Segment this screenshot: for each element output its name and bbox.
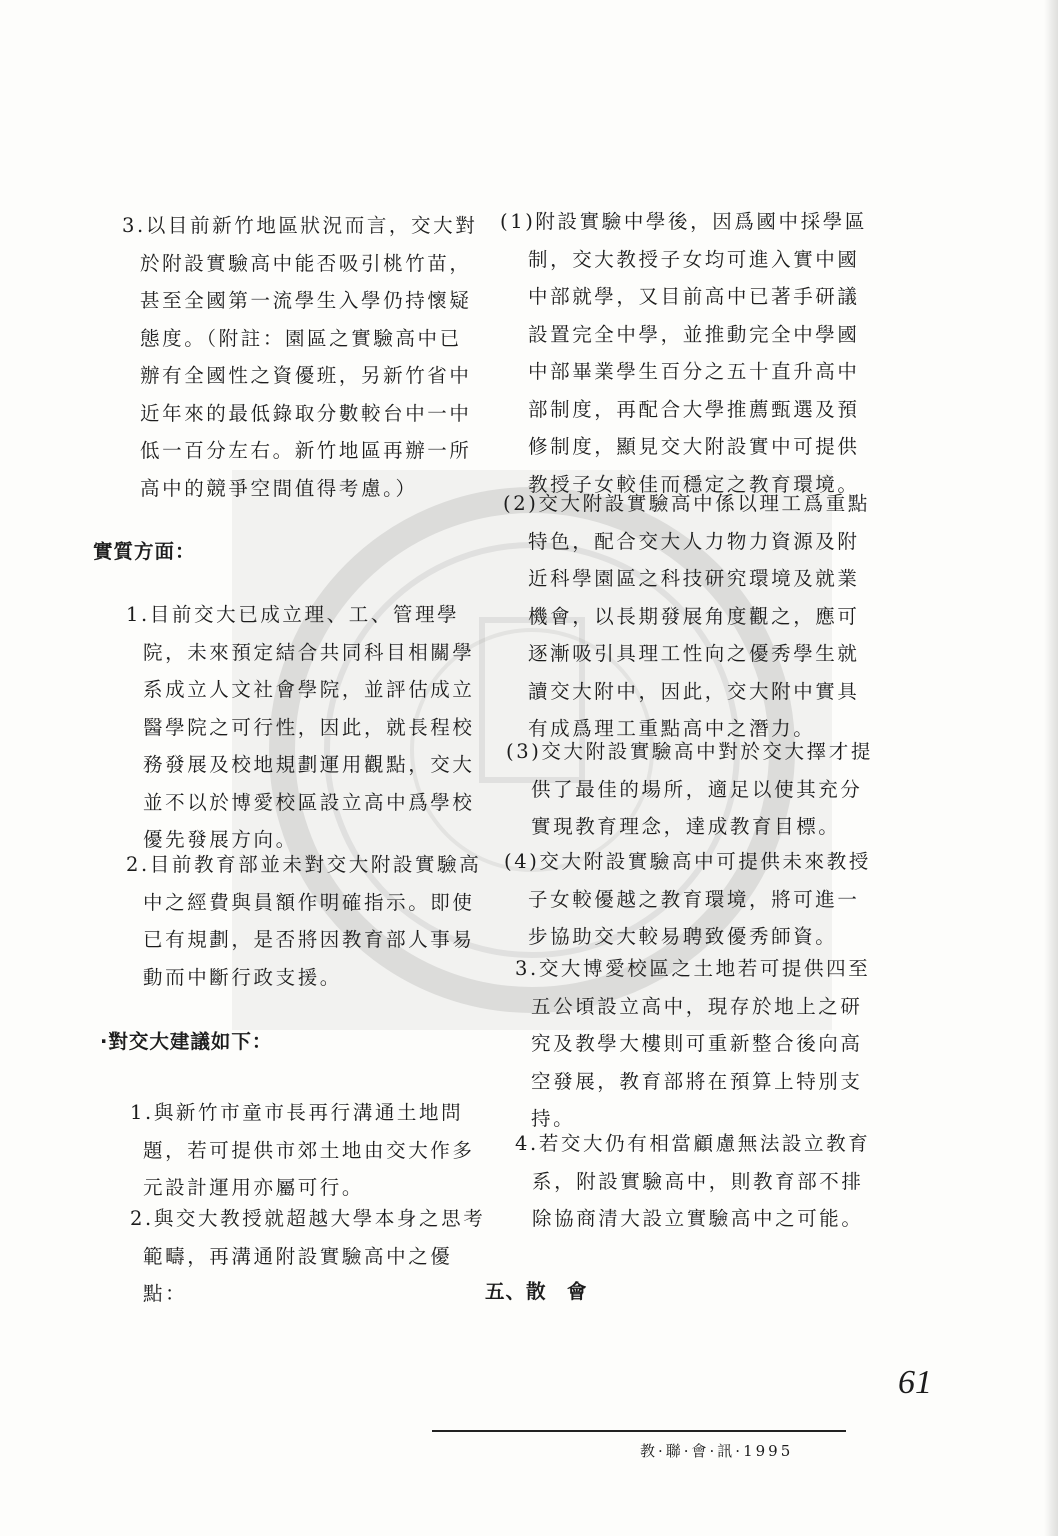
suggest-item-2-line: 範疇，再溝通附設實驗高中之優: [143, 1244, 453, 1268]
left-item-3-marker: 3.: [122, 214, 146, 237]
left-item-3-line: 低一百分左右。新竹地區再辦一所: [140, 439, 472, 462]
right-item-3-line: 空發展，教育部將在預算上特別支: [531, 1069, 863, 1093]
substance-item-2-text: 目前教育部並未對交大附設實驗高: [149, 853, 482, 876]
left-item-3-line: 高中的競爭空間值得考慮。）: [140, 476, 418, 500]
right-item-3-text: 交大博愛校區之土地若可提供四至: [538, 957, 871, 980]
sub-item-1-line: 中部畢業學生百分之五十直升高中: [528, 360, 860, 383]
substance-item-1-line: 並不以於博愛校區設立高中爲學校: [143, 790, 475, 814]
sub-item-1-line: [500, 203, 867, 241]
substance-item-1-line: 務發展及校地規劃運用觀點，交大: [143, 753, 475, 776]
sub-item-3-marker: (3): [506, 740, 542, 763]
substance-item-2-line: [126, 846, 481, 884]
substance-item-2-line: 已有規劃，是否將因教育部人事易: [143, 928, 475, 951]
page-number: 61: [898, 1364, 932, 1401]
suggest-item-2-line: [130, 1200, 485, 1238]
left-item-3-line: 於附設實驗高中能否吸引桃竹苗，: [140, 251, 472, 275]
sub-item-1-line: 制，交大教授子女均可進入實中國: [528, 247, 860, 271]
sub-item-2-line: 逐漸吸引具理工性向之優秀學生就: [528, 642, 860, 665]
sub-item-4-line: [504, 843, 871, 881]
right-item-4-line: [515, 1125, 870, 1163]
substance-item-1-line: 院，未來預定結合共同科目相關學: [143, 640, 475, 664]
sub-item-1-line: 中部就學，又目前高中已著手研議: [528, 285, 860, 308]
substance-item-1-marker: 1.: [126, 603, 150, 626]
substance-heading: 實質方面：: [93, 540, 196, 563]
left-item-3-line: 辦有全國性之資優班，另新竹省中: [140, 364, 472, 387]
sub-item-1-line: 修制度，顯見交大附設實中可提供: [528, 435, 860, 458]
right-item-3-line: 五公頃設立高中，現存於地上之研: [531, 994, 863, 1018]
left-item-3-line: 近年來的最低錄取分數較台中一中: [140, 401, 472, 425]
sub-item-3-text: 交大附設實驗高中對於交大擇才提: [541, 740, 873, 763]
left-item-3-line: [122, 207, 477, 245]
substance-item-1-line: 優先發展方向。: [143, 828, 298, 851]
substance-item-1-line: [126, 596, 459, 634]
right-item-3-line: [515, 950, 870, 988]
sub-item-2-line: 有成爲理工重點高中之潛力。: [528, 717, 816, 740]
right-item-3-marker: 3.: [515, 957, 539, 980]
suggest-item-1-marker: 1.: [130, 1101, 154, 1124]
sub-item-2-marker: (2): [503, 492, 539, 515]
right-item-4-line: 系，附設實驗高中，則教育部不排: [532, 1169, 864, 1193]
sub-item-4-marker: (4): [504, 850, 540, 873]
sub-item-1-text: 附設實驗中學後，因爲國中採學區: [535, 210, 867, 233]
page-edge-shadow: [1044, 0, 1058, 1536]
substance-item-1-line: 醫學院之可行性，因此，就長程校: [143, 715, 475, 739]
sub-item-1-line: 教授子女較佳而穩定之教育環境。: [528, 472, 860, 496]
footer-rule: [432, 1430, 846, 1432]
sub-item-4-line: 步協助交大較易聘致優秀師資。: [528, 925, 838, 948]
substance-item-2-line: 中之經費與員額作明確指示。即使: [143, 890, 475, 914]
left-item-3-line: 甚至全國第一流學生入學仍持懷疑: [140, 289, 472, 312]
suggest-item-2-text: 與交大教授就超越大學本身之思考: [153, 1207, 486, 1230]
right-item-3-line: 究及教學大樓則可重新整合後向高: [531, 1032, 863, 1055]
sub-item-4-text: 交大附設實驗高中可提供未來教授: [539, 850, 871, 873]
sub-item-1-marker: (1): [500, 210, 536, 233]
sub-item-1-line: 設置完全中學，並推動完全中學國: [528, 322, 860, 346]
sub-item-1-line: 部制度，再配合大學推薦甄選及預: [528, 397, 860, 421]
suggest-item-1-text: 與新竹市童市長再行溝通土地問: [153, 1101, 464, 1124]
sub-item-2-line: 讀交大附中，因此，交大附中實具: [528, 679, 860, 703]
sub-item-3-line: [506, 733, 873, 771]
suggest-heading: ·對交大建議如下：: [100, 1030, 273, 1053]
left-item-3-line: 態度。（附註：園區之實驗高中已: [140, 326, 462, 350]
sub-item-2-line: 機會，以長期發展角度觀之，應可: [528, 604, 860, 628]
suggest-item-1-line: [130, 1094, 463, 1132]
substance-item-2-marker: 2.: [126, 853, 150, 876]
right-item-4-text: 若交大仍有相當顧慮無法設立教育: [538, 1132, 871, 1155]
substance-item-1-text: 目前交大已成立理、工、管理學: [149, 603, 460, 626]
sub-item-4-line: 子女較優越之教育環境，將可進一: [528, 887, 860, 911]
suggest-item-1-line: 題，若可提供市郊土地由交大作多: [143, 1138, 475, 1162]
suggest-item-2-line: 點：: [143, 1282, 188, 1305]
right-item-3-line: 持。: [531, 1107, 576, 1130]
closing-heading: 五、散 會: [485, 1280, 588, 1303]
suggest-item-1-line: 元設計運用亦屬可行。: [143, 1176, 365, 1199]
suggest-item-2-marker: 2.: [130, 1207, 154, 1230]
publication-title: 教·聯·會·訊·1995: [640, 1442, 794, 1460]
sub-item-2-line: 近科學園區之科技研究環境及就業: [528, 567, 860, 590]
substance-item-2-line: 動而中斷行政支援。: [143, 965, 342, 989]
left-item-3-text: 以目前新竹地區狀況而言，交大對: [145, 214, 478, 237]
sub-item-2-text: 交大附設實驗高中係以理工爲重點: [538, 492, 870, 515]
sub-item-2-line: 特色，配合交大人力物力資源及附: [528, 529, 860, 553]
substance-item-1-line: 系成立人文社會學院，並評估成立: [143, 678, 475, 701]
sub-item-3-line: 實現教育理念，達成教育目標。: [531, 815, 841, 838]
right-item-4-marker: 4.: [515, 1132, 539, 1155]
right-item-4-line: 除協商清大設立實驗高中之可能。: [532, 1207, 864, 1230]
sub-item-3-line: 供了最佳的場所，適足以使其充分: [531, 777, 863, 801]
sub-item-2-line: [503, 485, 870, 523]
